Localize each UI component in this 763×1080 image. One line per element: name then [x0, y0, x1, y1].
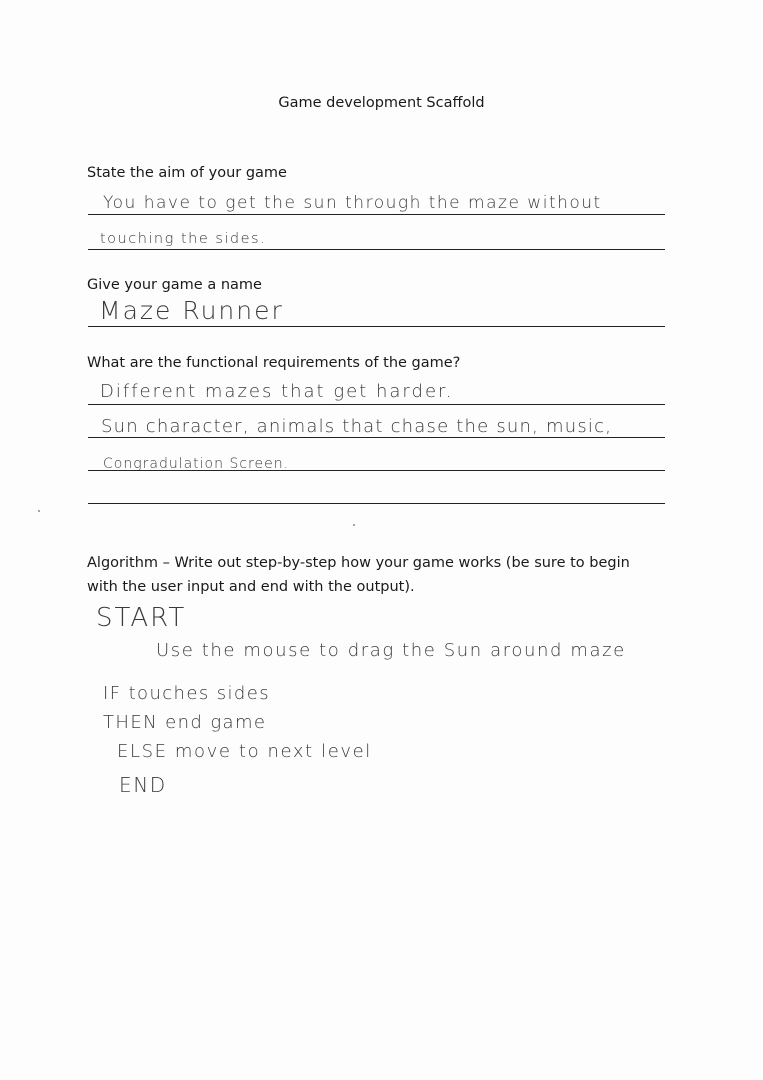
- requirements-answer-line-2: Sun character, animals that chase the sun, music,: [101, 416, 613, 437]
- algorithm-step-input: Use the mouse to drag the Sun around maze: [156, 640, 626, 661]
- requirements-answer-line-1: Different mazes that get harder.: [100, 381, 454, 402]
- algorithm-prompt-line-1: Algorithm – Write out step-by-step how your game works (be sure to begin: [87, 555, 630, 571]
- aim-answer-line-2: touching the sides.: [100, 231, 267, 247]
- requirements-answer-rule-3: [88, 470, 665, 471]
- aim-answer-rule-1: [88, 214, 665, 215]
- scan-speck: [38, 510, 40, 512]
- name-prompt: Give your game a name: [87, 277, 262, 293]
- document-title: Game development Scaffold: [278, 95, 485, 111]
- requirements-answer-rule-2: [88, 437, 665, 438]
- aim-answer-rule-2: [88, 249, 665, 250]
- algorithm-step-start: START: [96, 603, 187, 633]
- algorithm-step-then: THEN end game: [103, 712, 267, 733]
- requirements-answer-rule-4: [88, 503, 665, 504]
- scan-speck: [353, 524, 355, 526]
- requirements-answer-line-3: Congradulation Screen.: [103, 456, 290, 472]
- name-answer: Maze Runner: [99, 296, 284, 325]
- aim-prompt: State the aim of your game: [87, 165, 287, 181]
- name-answer-rule: [88, 326, 665, 327]
- algorithm-step-if: IF touches sides: [103, 683, 270, 704]
- algorithm-step-else: ELSE move to next level: [117, 741, 372, 762]
- requirements-prompt: What are the functional requirements of the game?: [87, 355, 461, 371]
- aim-answer-line-1: You have to get the sun through the maze without: [103, 193, 602, 213]
- algorithm-step-end: END: [119, 773, 167, 797]
- algorithm-prompt-line-2: with the user input and end with the output).: [87, 579, 415, 595]
- requirements-answer-rule-1: [88, 404, 665, 405]
